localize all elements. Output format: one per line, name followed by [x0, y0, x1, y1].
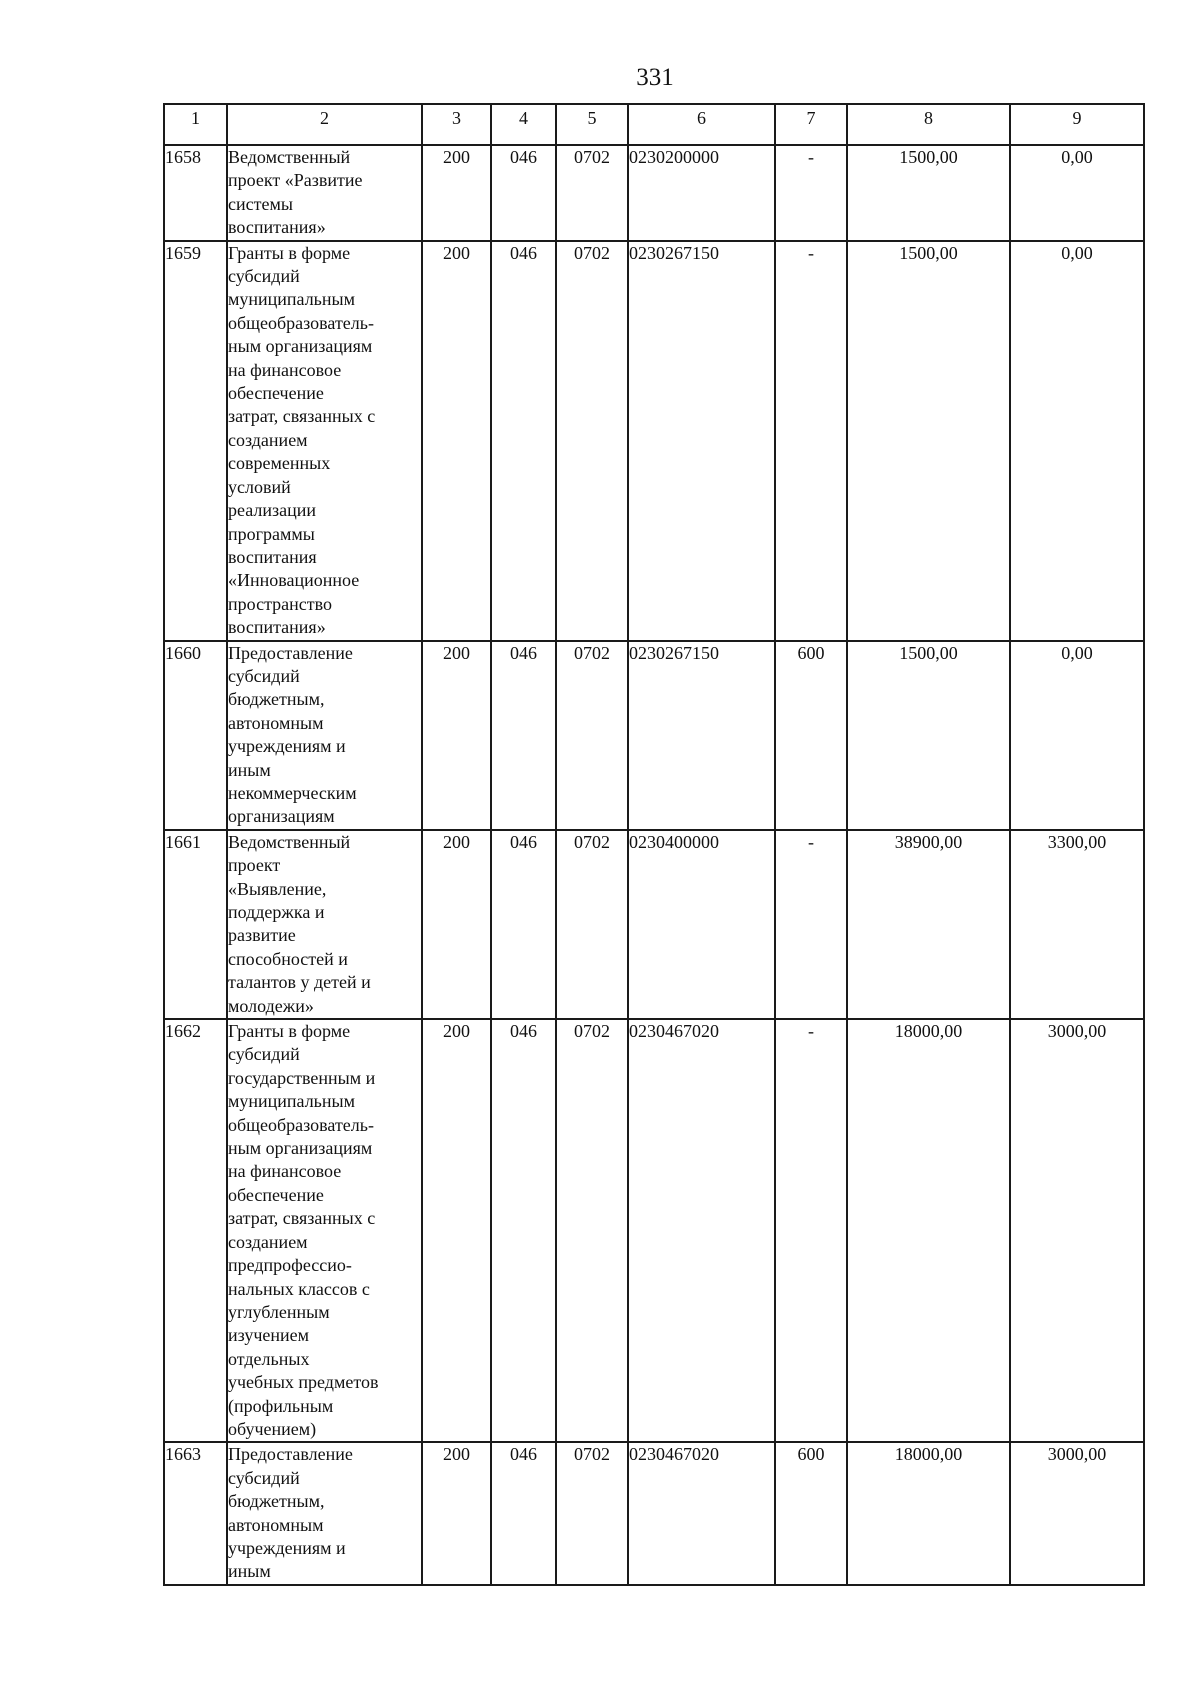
- item-name-line: бюджетным,: [228, 1491, 325, 1512]
- item-name-line: «Выявление,: [228, 878, 327, 899]
- column-9-cell: 3300,00: [1010, 830, 1144, 1019]
- item-name-line: обеспечение: [228, 383, 324, 404]
- column-6-cell: 0230467020: [628, 1442, 775, 1584]
- column-8-cell: 18000,00: [847, 1019, 1010, 1442]
- row-number-cell: 1663: [164, 1442, 227, 1584]
- item-name-line: муниципальным: [228, 1091, 356, 1112]
- item-name-line: обучением): [228, 1418, 317, 1439]
- row-number-cell: 1659: [164, 241, 227, 641]
- item-name-line: Гранты в форме: [228, 242, 351, 263]
- item-name-line: обеспечение: [228, 1184, 324, 1205]
- column-header: 7: [775, 104, 847, 145]
- item-name-line: проект «Развитие: [228, 170, 363, 191]
- table-row: [164, 1019, 1144, 1442]
- table-body: [164, 145, 1144, 1585]
- item-name-line: Предоставление: [228, 1444, 353, 1465]
- item-name-line: поддержка и: [228, 902, 325, 922]
- item-name-line: программы: [228, 523, 315, 544]
- item-name-cell: [227, 830, 422, 1019]
- item-name-line: автономным: [228, 1514, 324, 1535]
- item-name-line: талантов у детей и: [228, 972, 371, 993]
- item-name-line: Ведомственный: [228, 831, 351, 852]
- item-name-line: молодежи»: [228, 995, 314, 1016]
- column-7-cell: 600: [775, 641, 847, 830]
- item-name-cell: [227, 1019, 422, 1442]
- column-9-cell: 0,00: [1010, 145, 1144, 241]
- item-name-line: Ведомственный: [228, 147, 351, 167]
- column-9-cell: 3000,00: [1010, 1442, 1144, 1584]
- column-6-cell: 0230267150: [628, 241, 775, 641]
- item-name-line: ным организациям: [228, 1138, 373, 1159]
- item-name-line: субсидий: [228, 1044, 300, 1065]
- column-3-cell: 200: [422, 145, 491, 241]
- item-name-line: затрат, связанных с: [228, 406, 376, 427]
- item-name-cell: [227, 641, 422, 830]
- item-name-line: современных: [228, 453, 331, 474]
- column-5-cell: 0702: [556, 1019, 628, 1442]
- item-name-line: изучением: [228, 1325, 310, 1346]
- item-name-line: воспитания: [228, 546, 317, 567]
- item-name-line: ным организациям: [228, 336, 373, 357]
- item-name-cell: [227, 241, 422, 641]
- table-row: [164, 641, 1144, 830]
- column-5-cell: 0702: [556, 641, 628, 830]
- column-3-cell: 200: [422, 1442, 491, 1584]
- column-4-cell: 046: [491, 1019, 556, 1442]
- item-name-line: некоммерческим: [228, 782, 357, 803]
- item-name-line: автономным: [228, 712, 324, 733]
- column-7-cell: -: [775, 241, 847, 641]
- column-8-cell: 1500,00: [847, 145, 1010, 241]
- column-8-cell: 18000,00: [847, 1442, 1010, 1584]
- column-4-cell: 046: [491, 145, 556, 241]
- item-name-line: проект: [228, 855, 281, 876]
- row-number-cell: 1662: [164, 1019, 227, 1442]
- column-6-cell: 0230467020: [628, 1019, 775, 1442]
- item-name-line: иным: [228, 1561, 271, 1582]
- column-3-cell: 200: [422, 641, 491, 830]
- item-name-line: условий: [228, 476, 291, 497]
- item-name-line: на финансовое: [228, 1161, 342, 1182]
- item-name-line: Предоставление: [228, 642, 353, 663]
- column-6-cell: 0230267150: [628, 641, 775, 830]
- column-9-cell: 0,00: [1010, 641, 1144, 830]
- item-name-cell: [227, 1442, 422, 1584]
- column-3-cell: 200: [422, 241, 491, 641]
- column-header: 9: [1010, 104, 1144, 145]
- column-5-cell: 0702: [556, 145, 628, 241]
- item-name-line: организациям: [228, 806, 335, 827]
- column-7-cell: -: [775, 1019, 847, 1442]
- item-name-line: созданием: [228, 1231, 308, 1252]
- column-6-cell: 0230200000: [628, 145, 775, 241]
- item-name-line: способностей и: [228, 948, 348, 969]
- column-4-cell: 046: [491, 641, 556, 830]
- row-number-cell: 1661: [164, 830, 227, 1019]
- column-8-cell: 38900,00: [847, 830, 1010, 1019]
- budget-table: [163, 103, 1145, 1586]
- column-4-cell: 046: [491, 830, 556, 1019]
- header-row: [164, 104, 1144, 145]
- item-name-line: субсидий: [228, 665, 300, 686]
- item-name-line: на финансовое: [228, 359, 342, 380]
- item-name-line: (профильным: [228, 1395, 334, 1416]
- item-name-line: государственным и: [228, 1067, 376, 1088]
- column-4-cell: 046: [491, 241, 556, 641]
- item-name-line: затрат, связанных с: [228, 1208, 376, 1229]
- item-name-line: развитие: [228, 925, 296, 946]
- item-name-line: углубленным: [228, 1301, 330, 1322]
- item-name-line: нальных классов с: [228, 1278, 370, 1299]
- column-header: 3: [422, 104, 491, 145]
- item-name-line: пространство: [228, 593, 333, 614]
- item-name-line: созданием: [228, 429, 308, 450]
- table-row: [164, 1442, 1144, 1584]
- column-header: 2: [227, 104, 422, 145]
- item-name-line: субсидий: [228, 1467, 300, 1488]
- column-6-cell: 0230400000: [628, 830, 775, 1019]
- column-7-cell: 600: [775, 1442, 847, 1584]
- column-5-cell: 0702: [556, 830, 628, 1019]
- column-header: 5: [556, 104, 628, 145]
- item-name-line: общеобразователь-: [228, 1114, 374, 1135]
- column-header: 6: [628, 104, 775, 145]
- page-number: 331: [636, 64, 674, 91]
- column-8-cell: 1500,00: [847, 241, 1010, 641]
- item-name-line: воспитания»: [228, 617, 326, 638]
- column-7-cell: -: [775, 830, 847, 1019]
- column-3-cell: 200: [422, 1019, 491, 1442]
- column-5-cell: 0702: [556, 241, 628, 641]
- item-name-line: системы: [228, 193, 293, 214]
- item-name-line: предпрофессио-: [228, 1255, 352, 1276]
- item-name-line: бюджетным,: [228, 689, 325, 710]
- row-number-cell: 1658: [164, 145, 227, 241]
- item-name-line: реализации: [228, 500, 316, 521]
- column-3-cell: 200: [422, 830, 491, 1019]
- item-name-line: иным: [228, 759, 271, 780]
- table-row: [164, 241, 1144, 641]
- column-9-cell: 0,00: [1010, 241, 1144, 641]
- column-5-cell: 0702: [556, 1442, 628, 1584]
- table-row: [164, 145, 1144, 241]
- item-name-line: воспитания»: [228, 217, 326, 238]
- item-name-line: отдельных: [228, 1348, 310, 1369]
- item-name-line: учебных предметов: [228, 1372, 379, 1393]
- column-8-cell: 1500,00: [847, 641, 1010, 830]
- row-number-cell: 1660: [164, 641, 227, 830]
- column-7-cell: -: [775, 145, 847, 241]
- item-name-cell: [227, 145, 422, 241]
- column-9-cell: 3000,00: [1010, 1019, 1144, 1442]
- item-name-line: общеобразователь-: [228, 312, 374, 333]
- item-name-line: субсидий: [228, 266, 300, 287]
- column-header: 8: [847, 104, 1010, 145]
- item-name-line: «Инновационное: [228, 570, 360, 591]
- item-name-line: Гранты в форме: [228, 1021, 351, 1042]
- item-name-line: муниципальным: [228, 289, 356, 310]
- item-name-line: учреждениям и: [228, 736, 346, 757]
- column-header: 4: [491, 104, 556, 145]
- column-4-cell: 046: [491, 1442, 556, 1584]
- item-name-line: учреждениям и: [228, 1537, 346, 1558]
- column-header: 1: [164, 104, 227, 145]
- table-row: [164, 830, 1144, 1019]
